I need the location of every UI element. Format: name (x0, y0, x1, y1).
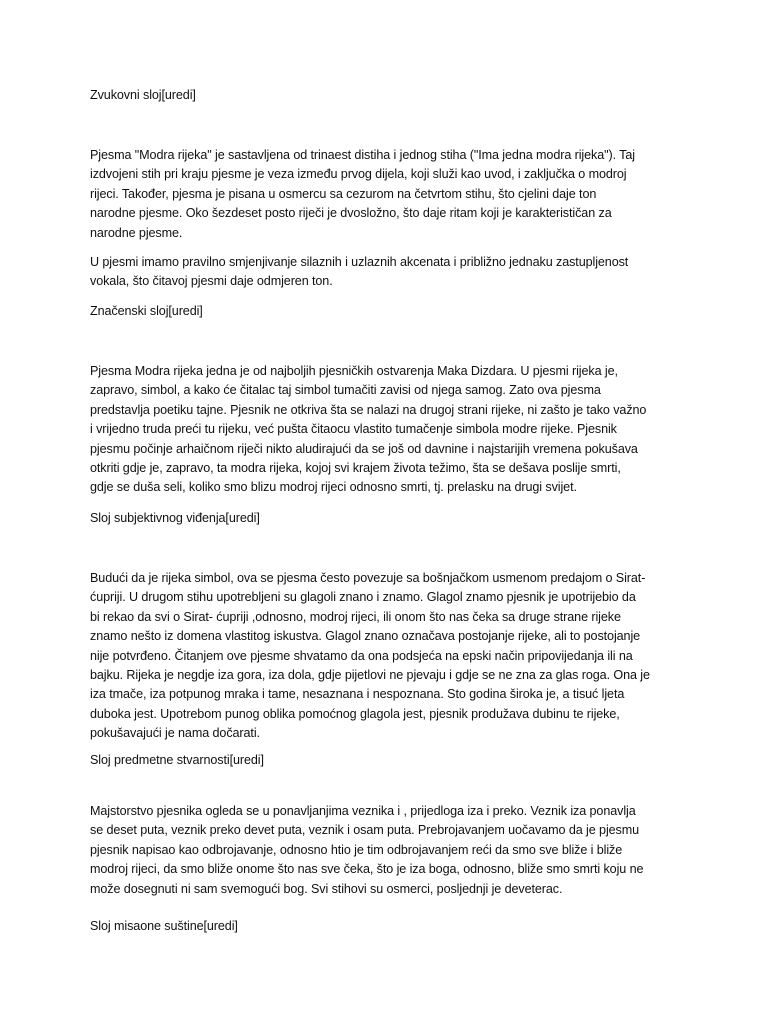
heading-text: Sloj misaone suštine[uredi] (90, 919, 238, 933)
text-line: ćupriji. U drugom stihu upotrebljeni su glagoli znano i znamo. Glagol znamo pjesnik je upotrijebio da (90, 590, 636, 605)
heading-text: Sloj subjektivnog viđenja[uredi] (90, 511, 260, 525)
text-line: duboka jest. Upotrebom punog oblika pomoćnog glagola jest, pjesnik produžava dubinu te rijeke, (90, 706, 620, 721)
text-line: zapravo, simbol, a kako će čitalac taj simbol tumačiti zavisi od njega samog. Zato ova pjesma (90, 383, 601, 398)
text-line: pjesnik napisao kao odbrojavanje, odnosno htio je tim odbrojavanjem reći da smo sve bliže i bliže (90, 842, 623, 857)
text-line: gdje se duša seli, koliko smo blizu modroj rijeci odnosno smrti, tj. prelasku na drugi svijet. (90, 480, 577, 495)
heading-text: Sloj predmetne stvarnosti[uredi] (90, 753, 264, 767)
paragraph (90, 362, 690, 498)
text-line: modroj rijeci, da smo bliže onome što nas sve čeka, što je iza boga, odnosno, bliže smo smrti koju ne (90, 862, 644, 877)
text-line: izdvojeni stih pri kraju pjesme je veza između prvog dijela, koji služi kao uvod, i zaključka o modroj (90, 167, 627, 182)
text-line: narodne pjesme. (90, 225, 183, 240)
text-line: bajku. Rijeka je negdje iza gora, iza dola, gdje pijetlovi ne pjevaju i gdje se ne zna za glas roga. Ona je (90, 668, 650, 683)
paragraph (90, 146, 690, 243)
paragraph (90, 253, 690, 292)
text-line: vokala, što čitavoj pjesmi daje odmjeren ton. (90, 274, 333, 289)
heading-text: Značenski sloj[uredi] (90, 304, 203, 318)
text-line: se deset puta, veznik preko devet puta, veznik i osam puta. Prebrojavanjem uočavamo da je pjesmu (90, 823, 640, 838)
paragraph (90, 802, 690, 899)
section-heading-subjektivnog (90, 509, 690, 528)
text-line: Pjesma "Modra rijeka" je sastavljena od trinaest distiha i jednog stiha ("Ima jedna modra rijeka"). Taj (90, 148, 635, 162)
section-heading-znacenski (90, 302, 690, 321)
text-line: U pjesmi imamo pravilno smjenjivanje silaznih i uzlaznih akcenata i približno jednaku zastupljenost (90, 255, 629, 269)
text-line: pjesmu počinje arhaičnom riječi nikto aludirajući da se još od davnine i najstarijih vremena pokušava (90, 441, 638, 456)
text-line: i vrijedno truda preći tu rijeku, već pušta čitaocu vlastito tumačenje simbola modre rijeke. Pjesnik (90, 422, 617, 437)
text-line: može dosegnuti ni sam svemogući bog. Svi stihovi su osmerci, posljednji je deveterac. (90, 881, 563, 896)
text-line: bi rekao da svi o Sirat- ćupriji ,odnosno, modroj rijeci, ili onom što nas čeka sa druge strane rijeke (90, 609, 621, 624)
text-line: nije potvrđeno. Čitanjem ove pjesme shvatamo da ona podsjeća na epski način pripovijedanja ili na (90, 648, 633, 663)
text-line: znamo nešto iz domena vlastitog iskustva. Glagol znano označava postojanje rijeke, ali to postojanje (90, 629, 641, 644)
text-line: predstavlja poetiku tajne. Pjesnik ne otkriva šta se nalazi na drugoj strani rijeke, ni zašto je tako važno (90, 402, 647, 417)
section-heading-predmetne (90, 751, 690, 770)
text-line: iza tmače, iza potpunog mraka i tame, nesaznana i nespoznana. Sto godina široka je, a tisuć ljeta (90, 687, 625, 702)
text-line: Pjesma Modra rijeka jedna je od najboljih pjesničkih ostvarenja Maka Dizdara. U pjesmi rijeka je, (90, 364, 618, 378)
text-line: Budući da je rijeka simbol, ova se pjesma često povezuje sa bošnjačkom usmenom predajom o Sirat- (90, 571, 646, 585)
text-line: pokušavajući je nama dočarati. (90, 726, 260, 741)
heading-text: Zvukovni sloj[uredi] (90, 88, 196, 102)
text-line: Majstorstvo pjesnika ogleda se u ponavljanjima veznika i , prijedloga iza i preko. Veznik iza ponavlja (90, 804, 636, 818)
paragraph (90, 569, 690, 744)
text-line: narodne pjesme. Oko šezdeset posto riječi je dvosložno, što daje ritam koji je karakterističan za (90, 206, 612, 221)
text-line: otkriti gdje je, zapravo, ta modra rijeka, kojoj svi krajem života težimo, šta se dešava poslije smrti, (90, 461, 621, 476)
section-heading-misaone (90, 917, 690, 936)
section-heading-zvukovni (90, 86, 690, 105)
text-line: rijeci. Također, pjesma je pisana u osmercu sa cezurom na četvrtom stihu, što cjelini daje ton (90, 186, 597, 201)
